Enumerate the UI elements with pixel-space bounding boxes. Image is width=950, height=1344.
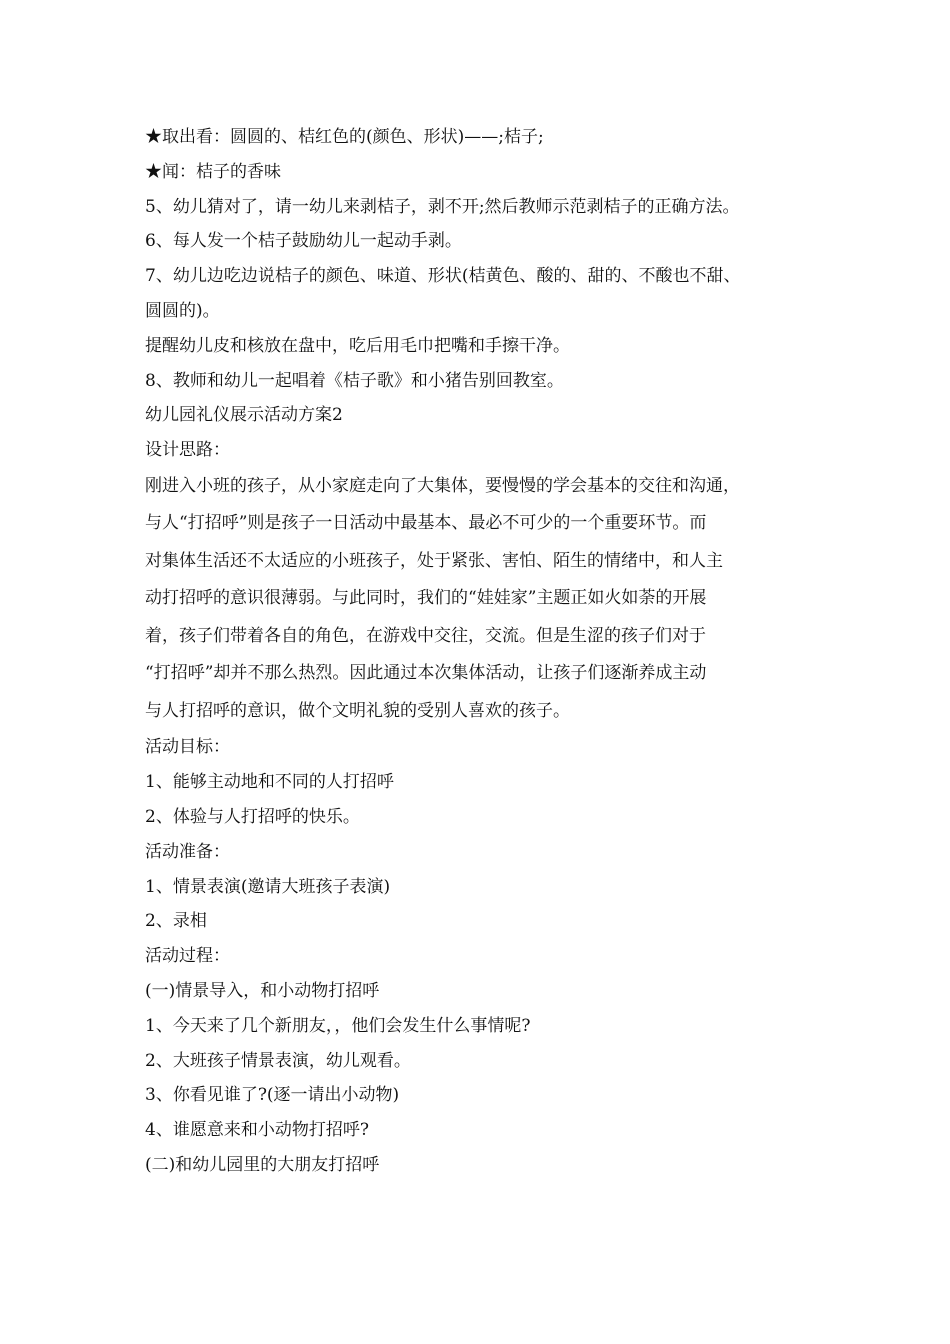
paragraph-line: “打招呼”却并不那么热烈。因此通过本次集体活动，让孩子们逐渐养成主动 (145, 663, 707, 684)
paragraph-line: 与人打招呼的意识，做个文明礼貌的受别人喜欢的孩子。 (145, 700, 570, 721)
list-item: 2、录相 (145, 911, 207, 932)
list-item: 1、能够主动地和不同的人打招呼 (145, 772, 394, 793)
design-idea-paragraph (145, 468, 835, 731)
section-heading: 活动准备： (145, 841, 230, 862)
text-line: ★取出看：圆圆的、桔红色的(颜色、形状)——;桔子; (145, 127, 544, 147)
section-heading: 活动过程： (145, 946, 230, 967)
list-item: 2、大班孩子情景表演，幼儿观看。 (145, 1050, 411, 1071)
text-line: 6、每人发一个桔子鼓励幼儿一起动手剥。 (145, 231, 462, 252)
text-line: 5、幼儿猜对了，请一幼儿来剥桔子，剥不开;然后教师示范剥桔子的正确方法。 (145, 196, 740, 217)
text-line: 8、教师和幼儿一起唱着《桔子歌》和小猪告别回教室。 (145, 370, 564, 391)
paragraph-line: 与人“打招呼”则是孩子一日活动中最基本、最必不可少的一个重要环节。而 (145, 513, 707, 534)
section-heading: 活动目标： (145, 737, 230, 758)
list-item: 4、谁愿意来和小动物打招呼? (145, 1120, 369, 1141)
text-line: 圆圆的)。 (145, 300, 220, 321)
list-item: 2、体验与人打招呼的快乐。 (145, 807, 360, 828)
text-line: ★闻：桔子的香味 (145, 161, 281, 182)
paragraph-line: 刚进入小班的孩子，从小家庭走向了大集体，要慢慢的学会基本的交往和沟通， (145, 475, 740, 496)
document-body (145, 120, 835, 1183)
subsection-heading: (一)情景导入，和小动物打招呼 (145, 981, 380, 1002)
paragraph-line: 动打招呼的意识很薄弱。与此同时，我们的“娃娃家”主题正如火如荼的开展 (145, 588, 707, 609)
subsection-heading: (二)和幼儿园里的大朋友打招呼 (145, 1155, 380, 1176)
text-line: 提醒幼儿皮和核放在盘中，吃后用毛巾把嘴和手擦干净。 (145, 335, 570, 356)
section-heading: 设计思路： (145, 440, 230, 461)
paragraph-line: 对集体生活还不太适应的小班孩子，处于紧张、害怕、陌生的情绪中，和人主 (145, 550, 723, 571)
section-title: 幼儿园礼仪展示活动方案2 (145, 405, 343, 426)
list-item: 3、你看见谁了?(逐一请出小动物) (145, 1085, 400, 1106)
text-line: 7、幼儿边吃边说桔子的颜色、味道、形状(桔黄色、酸的、甜的、不酸也不甜、 (145, 266, 741, 287)
list-item: 1、情景表演(邀请大班孩子表演) (145, 876, 391, 897)
paragraph-line: 着，孩子们带着各自的角色，在游戏中交往，交流。但是生涩的孩子们对于 (145, 625, 706, 646)
list-item: 1、今天来了几个新朋友，，他们会发生什么事情呢? (145, 1015, 531, 1036)
